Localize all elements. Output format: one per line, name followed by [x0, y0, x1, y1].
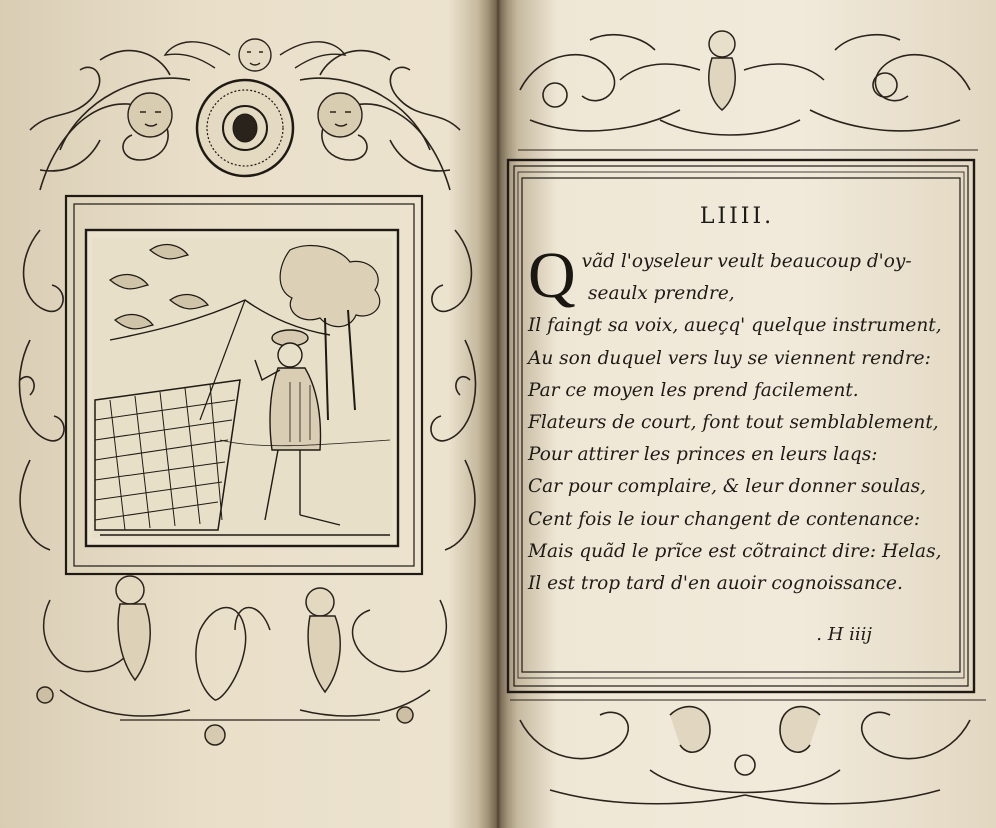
siren-figure-icon	[620, 31, 824, 110]
bird-catcher-woodcut-icon	[92, 238, 392, 538]
verse-line-4: Au son duquel vers luy se viennent rendre:	[528, 347, 931, 369]
verse-line-3: Il faingt sa voix, aueçq' quelque instrument,	[528, 315, 942, 337]
left-page-engraving	[0, 0, 490, 828]
ram-heads-icon	[510, 700, 986, 804]
drop-cap: Q	[528, 239, 576, 312]
medallion-icon	[197, 80, 293, 176]
verse-line-9: Cent fois le iour changent de contenance:	[528, 508, 921, 530]
winged-cherub-head-icon	[165, 39, 345, 71]
emblem-number: LIIII.	[699, 204, 775, 229]
verse-line-1: Qvãd l'oyseleur veult beaucoup d'oy-	[528, 239, 912, 312]
poem-block	[522, 180, 952, 658]
verse-line-7: Pour attirer les princes en leurs laqs:	[528, 444, 878, 466]
verse-line-10: Mais quãd le prĩce est cõtrainct dire: Helas,	[528, 540, 942, 562]
left-page	[0, 0, 490, 828]
verse-line-8: Car pour complaire, & leur donner soulas,	[528, 476, 927, 498]
verse-line-11: Il est trop tard d'en auoir cognoissance.	[528, 573, 903, 595]
putti-pair-icon	[37, 576, 446, 745]
top-ornament-right	[518, 35, 978, 150]
verse-line-2: seaulx prendre,	[588, 283, 735, 305]
verse-line-5: Par ce moyen les prend facilement.	[528, 379, 859, 401]
verse-line-6: Flateurs de court, font tout semblablement,	[528, 412, 939, 434]
poem-verse	[528, 239, 952, 600]
signature-mark: . H iiij	[816, 624, 872, 645]
